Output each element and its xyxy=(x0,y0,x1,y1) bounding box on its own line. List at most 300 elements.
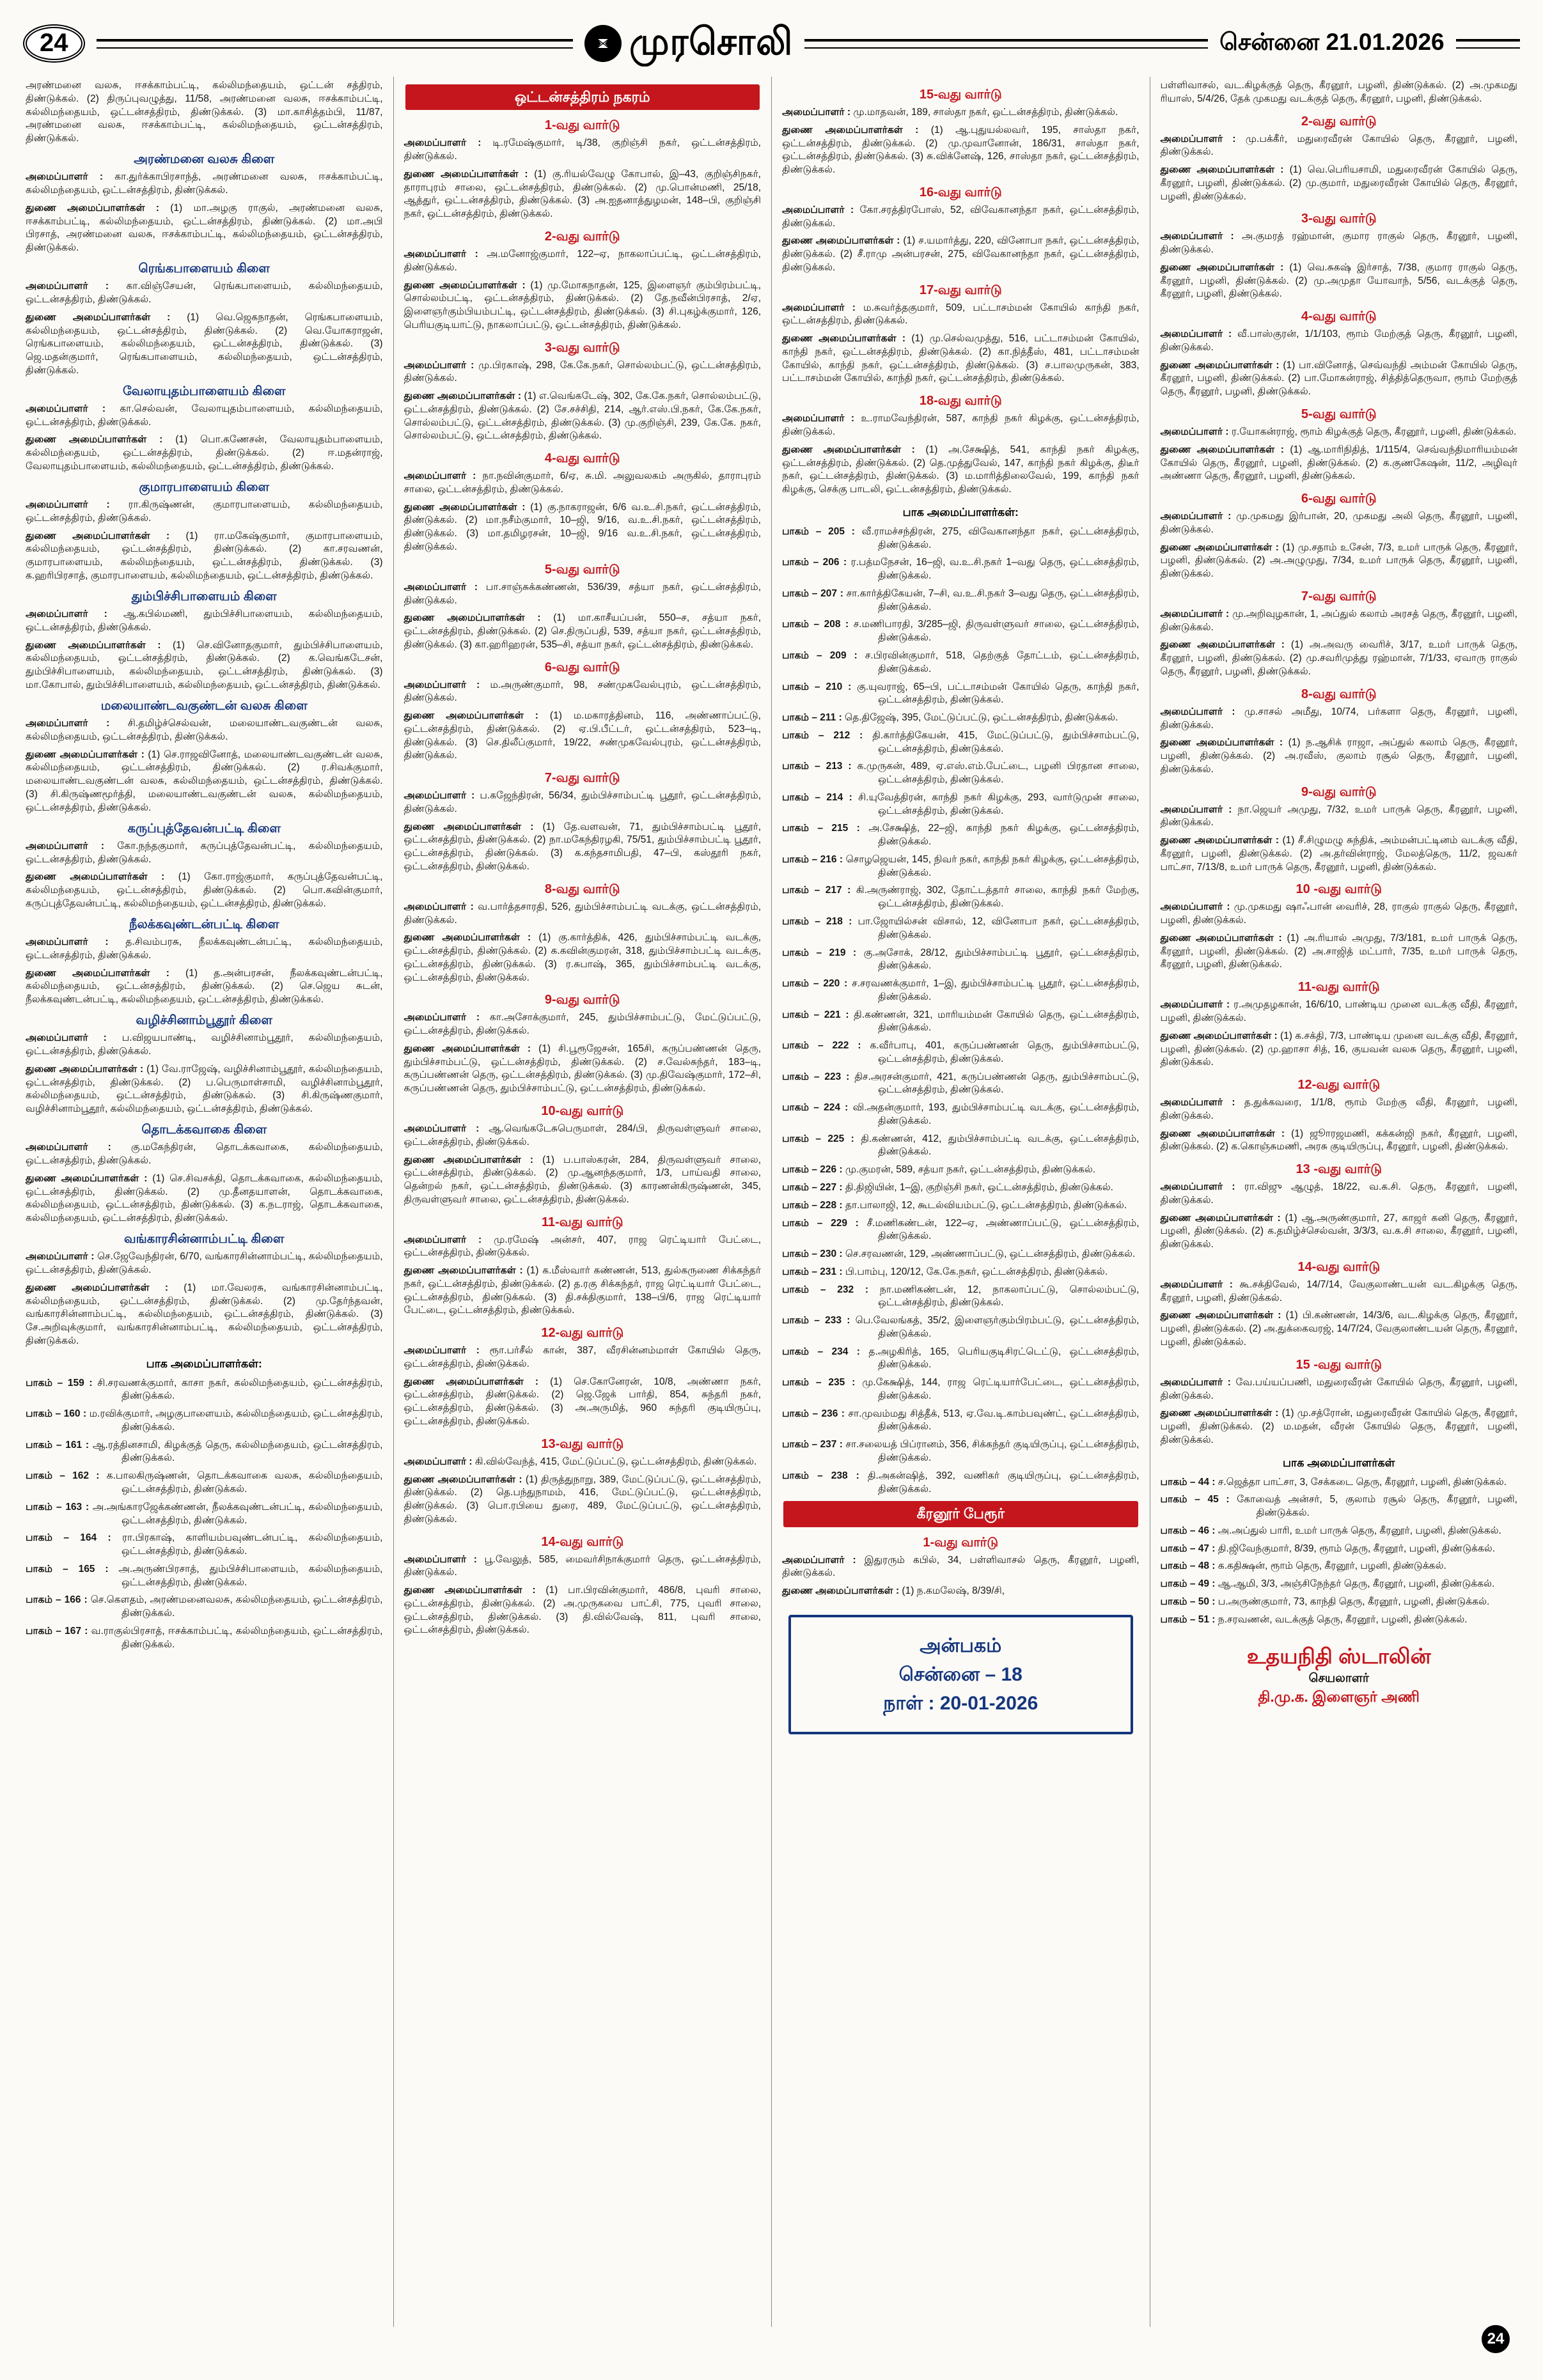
division-list-item xyxy=(26,1532,383,1559)
paragraph-lead: துணை அமைப்பாளர்கள் : xyxy=(403,612,541,624)
masthead-rule-left xyxy=(97,39,574,49)
division-text: ந.சரவணன், வடக்குத் தெரு, கீரனூர், பழனி, திண்டுக்கல். xyxy=(1218,1614,1468,1625)
ward-heading: 13 -வது வார்டு xyxy=(1296,1162,1382,1177)
body-paragraph xyxy=(1161,1376,1518,1403)
paragraph-lead: அமைப்பாளர் : xyxy=(1160,608,1230,619)
paragraph-lead: அமைப்பாளர் : xyxy=(403,901,474,912)
division-text: சி.சரவணக்குமார், காசா நகர், கல்லிமந்தையம், ஒட்டன்சத்திரம், திண்டுக்கல். xyxy=(97,1377,383,1402)
paragraph-lead: அமைப்பாளர் : xyxy=(403,1012,480,1023)
division-list xyxy=(782,525,1140,1496)
body-paragraph xyxy=(404,679,762,706)
division-text: ரா.பிரகாஷ், காளியம்பவுண்டன்பட்டி, கல்லிமந்தையம், ஒட்டன்சத்திரம், திண்டுக்கல். xyxy=(121,1532,383,1557)
division-number: பாகம் – 223 : xyxy=(782,1071,850,1082)
paragraph-lead: அமைப்பாளர் : xyxy=(1160,901,1230,913)
division-text: தா.பாலாஜி, 12, கூடல்வியம்பட்டு, ஒட்டன்சத்திரம், திண்டுக்கல். xyxy=(845,1199,1127,1211)
paragraph-lead: அமைப்பாளர் : xyxy=(1160,1376,1231,1388)
division-list-item xyxy=(1161,1578,1518,1591)
paragraph-text: (1) மு.செல்வமுத்து, 516, பட்டாசம்மன் கோயில், காந்தி நகர், ஒட்டன்சத்திரம், திண்டுக்கல். (2) கா.நித்தீஸ், 481, பட்டாசம்மன் கோயில், காந்தி நகர், ஒட்டன்சத்திரம், திண்டுக்கல். (3) ச.பாலமுருகன், 383, பட்டாசம்மன் கோயில், காந்தி நகர், ஒட்டன்சத்திரம், திண்டுக்கல். xyxy=(782,333,1140,384)
division-number: பாகம் – 230 : xyxy=(782,1248,843,1260)
division-list-item xyxy=(26,1408,383,1435)
bottom-page-number: 24 xyxy=(1482,2325,1510,2353)
division-text: செ.சரவணன், 129, அண்ணாப்பட்டு, ஒட்டன்சத்திரம், திண்டுக்கல். xyxy=(845,1248,1136,1260)
paragraph-text: கா.அசோக்குமார், 245, தும்பிச்சாம்பட்டு, மேட்டுப்பட்டு, ஒட்டன்சத்திரம், திண்டுக்கல். xyxy=(403,1012,761,1037)
paragraph-lead: துணை அமைப்பாளர்கள் : xyxy=(782,235,900,247)
anbagam-box-line: நாள் : 20-01-2026 xyxy=(883,1693,1038,1714)
body-paragraph xyxy=(404,1234,762,1261)
body-paragraph xyxy=(1161,444,1518,483)
masthead-title: முரசொலி xyxy=(629,19,794,62)
paragraph-lead: அமைப்பாளர் : xyxy=(403,248,478,260)
paragraph-text: (1) சி.பூரூஜேசன், 165சி, கருப்பண்ணன் தெரு, தும்பிச்சாம்பட்டு, ஒட்டன்சத்திரம், திண்டுக்கல். (2) ச.வேல்சுந்தர், 183–டி, கருப்பண்ணன் தெரு, ஒட்டன்சத்திரம், திண்டுக்கல். (3) மு.திவேஷ்குமார், 172–சி, கருப்பண்ணன் தெரு, தும்பிச்சாம்பட்டு, ஒட்டன்சத்திரம், திண்டுக்கல். xyxy=(403,1043,761,1094)
body-paragraph xyxy=(26,171,383,198)
paragraph-text: மு.மாதவன், 189, சாஸ்தா நகர், ஒட்டன்சத்திரம், திண்டுக்கல். xyxy=(850,107,1118,118)
division-list-item xyxy=(782,1101,1140,1128)
body-paragraph xyxy=(404,1123,762,1149)
body-paragraph xyxy=(1161,1309,1518,1349)
paragraph-text: ப.விஜயபாண்டி, வழிச்சினாம்பூதூர், கல்லிமந்தையம், ஒட்டன்சத்திரம், திண்டுக்கல். xyxy=(26,1032,383,1057)
branch-heading: தொடக்கவாகை கிளை xyxy=(141,1122,267,1137)
paragraph-text: (1) மு.சதாம் உசேன், 7/3, உமர் பாருக் தெரு, கீரனூர், பழனி, திண்டுக்கல். (2) அ.அழுமுது, 7/34, உமர் பாருக் தெரு, கீரனூர், பழனி, திண்டுக்கல். xyxy=(1160,541,1518,580)
division-number: பாகம் – 217 : xyxy=(782,885,851,896)
paragraph-text: ப.கஜேந்திரன், 56/34, தும்பிச்சாம்பட்டி பூதூர், ஒட்டன்சத்திரம், திண்டுக்கல். xyxy=(403,790,761,814)
ward-heading: 14-வது வார்டு xyxy=(1297,1259,1381,1274)
ward-heading: 12-வது வார்டு xyxy=(541,1326,624,1341)
body-paragraph xyxy=(404,168,762,221)
paragraph-lead: துணை அமைப்பாளர்கள் : xyxy=(1160,359,1280,371)
ward-heading: 14-வது வார்டு xyxy=(541,1534,624,1549)
paragraph-lead: துணை அமைப்பாளர்கள் : xyxy=(1160,164,1284,176)
ward-heading: 2-வது வார்டு xyxy=(544,229,620,244)
ward-heading: 4-வது வார்டு xyxy=(1301,309,1377,324)
division-number: பாகம் – 44 : xyxy=(1160,1476,1216,1488)
paragraph-text: டி.ரமேஷ்குமார், டி/38, குறிஞ்சி நகர், ஒட்டன்சத்திரம், திண்டுக்கல். xyxy=(403,137,761,162)
paragraph-lead: துணை அமைப்பாளர்கள் : xyxy=(403,1474,522,1485)
ward-heading: 6-வது வார்டு xyxy=(1301,492,1377,506)
body-paragraph xyxy=(404,248,762,275)
division-text: க.கதிக்ஷன், ரூாம் தெரு, கீரனூர், பழனி, திண்டுக்கல். xyxy=(1218,1560,1446,1572)
paragraph-lead: அமைப்பாளர் : xyxy=(403,137,482,149)
body-paragraph xyxy=(1161,230,1518,257)
division-number: பாகம் – 229 : xyxy=(782,1217,859,1229)
paragraph-lead: துணை அமைப்பாளர்கள் : xyxy=(26,1172,148,1184)
body-paragraph xyxy=(1161,328,1518,355)
paragraph-lead: துணை அமைப்பாளர்கள் : xyxy=(1160,1212,1281,1224)
paragraph-lead: துணை அமைப்பாளர்கள் : xyxy=(1160,737,1283,749)
division-list-item xyxy=(1161,1525,1518,1538)
body-paragraph xyxy=(404,1011,762,1038)
paragraph-text: கா.செல்வன், வேலாயுதம்பாளையம், கல்லிமந்தையம், ஒட்டன்சத்திரம், திண்டுக்கல். xyxy=(26,403,383,428)
division-list-item xyxy=(1161,1614,1518,1627)
body-paragraph xyxy=(26,1032,383,1059)
division-list xyxy=(1161,1476,1518,1627)
paragraph-text: (1) மா.வேலரசு, வங்காரசின்னாம்பட்டி, கல்லிமந்தையம், ஒட்டன்சத்திரம், திண்டுக்கல். (2) மு.தேர்ந்தவன், வங்காரசின்னாம்பட்டி, கல்லிமந்தையம், ஒட்டன்சத்திரம், திண்டுக்கல். (3) சே.அறிவுக்குமார், வங்காரசின்னாம்பட்டி, கல்லிமந்தையம், ஒட்டன்சத்திரம், திண்டுக்கல். xyxy=(26,1282,383,1346)
division-organizers-title: பாக அமைப்பாளர்கள்: xyxy=(146,1357,262,1370)
ward-heading: 3-வது வார்டு xyxy=(544,340,620,355)
division-text: கு.அசோக், 28/12, தும்பிச்சாம்பட்டி பூதூர், ஒட்டன்சத்திரம், திண்டுக்கல். xyxy=(863,947,1140,972)
body-paragraph xyxy=(782,302,1140,329)
ward-heading: 8-வது வார்டு xyxy=(544,882,620,896)
division-number: பாகம் – 208 : xyxy=(782,619,849,630)
paragraph-text: (1) ம.மகாரத்தினம், 116, அண்ணாப்பட்டு, ஒட்டன்சத்திரம், திண்டுக்கல். (2) ஏ.பி.பீட்டர், ஒட்டன்சத்திரம், 523–டி, திண்டுக்கல். (3) செ.திலீப்குமார், 19/22, சண்முகவேல்புரம், ஒட்டன்சத்திரம், திண்டுக்கல். xyxy=(403,710,761,761)
paragraph-text: அ.மனோஜ்குமார், 122–ஏ, நாகலாப்பட்டி, ஒட்டன்சத்திரம், திண்டுக்கல். xyxy=(403,248,761,273)
body-paragraph xyxy=(1161,1096,1518,1123)
division-text: சா.கார்த்திகேயன், 7–சி, வ.உ.சி.நகர் 3–வது தெரு, ஒட்டன்சத்திரம், திண்டுக்கல். xyxy=(846,587,1140,612)
paragraph-text: (1) த.அன்பரசன், நீலக்கவுண்டன்பட்டி, கல்லிமந்தையம், ஒட்டன்சத்திரம், திண்டுக்கல். (2) செ.ஜெய சுடன், நீலக்கவுண்டன்பட்டி, கல்லிமந்தையம், ஒட்டன்சத்திரம், திண்டுக்கல். xyxy=(26,967,383,1006)
body-paragraph xyxy=(782,1554,1140,1581)
body-paragraph xyxy=(404,931,762,984)
paragraph-text: (1) பொ.கணேசன், வேலாயுதம்பாளையம், கல்லிமந்தையம், ஒட்டன்சத்திரம், திண்டுக்கல். (2) ஈ.மதன்ராஜ், வேலாயுதம்பாளையம், கல்லிமந்தையம், ஒட்டன்சத்திரம், திண்டுக்கல். xyxy=(26,434,383,472)
branch-heading: ரெங்கபாளையம் கிளை xyxy=(138,261,270,276)
body-paragraph xyxy=(404,789,762,816)
division-text: ச.மணிபாரதி, 3/285–ஜி, திருவள்ளுவர் சாலை, ஒட்டன்சத்திரம், திண்டுக்கல். xyxy=(853,619,1140,644)
branch-heading: நீலக்கவுண்டன்பட்டி கிளை xyxy=(129,917,279,931)
paragraph-text: (1) க.மீஸ்வார் கண்ணன், 513, துல்கருணை சிக்கந்தர் நகர், ஒட்டன்சத்திரம், திண்டுக்கல். (2) த.ரகு சிக்கந்தர், ராஜ ரெட்டியார் பேட்டை, ஒட்டன்சத்திரம், திண்டுக்கல். (3) தி.சக்திகுமார், 138–பி/6, ராஜ ரெட்டியார் பேட்டை, ஒட்டன்சத்திரம், திண்டுக்கல். xyxy=(403,1265,762,1316)
masthead-rule-right xyxy=(1456,39,1520,49)
division-number: பாகம் – 162 : xyxy=(26,1470,100,1482)
division-text: க.வீர்பாபு, 401, கருப்பண்ணன் தெரு, தும்பிச்சாம்பட்டு, ஒட்டன்சத்திரம், திண்டுக்கல். xyxy=(870,1040,1140,1064)
paragraph-text: பா.சாஞ்சுக்கண்ணன், 536/39, சத்யா நகர், ஒட்டன்சத்திரம், திண்டுக்கல். xyxy=(403,581,761,606)
body-paragraph xyxy=(1161,1128,1518,1155)
anbagam-box-line: அன்பகம் xyxy=(920,1635,1002,1656)
paragraph-lead: அமைப்பாளர் : xyxy=(403,471,476,482)
paragraph-lead: துணை அமைப்பாளர்கள் : xyxy=(26,749,145,760)
column-1 xyxy=(23,77,393,2327)
paragraph-lead: துணை அமைப்பாளர்கள் : xyxy=(403,710,538,722)
paragraph-lead: அமைப்பாளர் : xyxy=(403,359,474,371)
paragraph-lead: அமைப்பாளர் : xyxy=(26,937,109,948)
division-number: பாகம் – 164 : xyxy=(26,1532,111,1544)
paragraph-text: கா.துர்க்காபிரசாந்த், அரண்மனை வலசு, ஈசக்காம்பட்டி, கல்லிமந்தையம், ஒட்டன்சத்திரம், திண்டுக்கல். xyxy=(26,171,383,196)
division-list-item xyxy=(782,556,1140,583)
paragraph-lead: அமைப்பாளர் : xyxy=(782,1554,856,1566)
body-paragraph xyxy=(1161,1030,1518,1069)
paragraph-lead: துணை அமைப்பாளர்கள் : xyxy=(1160,1310,1281,1321)
division-list-item xyxy=(782,1133,1140,1160)
division-text: ம.ரவிக்குமார், அழகுபாளையம், கல்லிமந்தையம், ஒட்டன்சத்திரம், திண்டுக்கல். xyxy=(89,1408,383,1433)
division-list-item xyxy=(782,1438,1140,1465)
body-paragraph xyxy=(1161,1279,1518,1305)
body-paragraph xyxy=(404,1584,762,1637)
division-list-item xyxy=(1161,1493,1518,1520)
division-list-item xyxy=(782,884,1140,911)
division-list-item xyxy=(782,947,1140,974)
division-text: பா.ஜோயில்சன் விசால், 12, வினோபா நகர், ஒட்டன்சத்திரம், திண்டுக்கல். xyxy=(858,915,1140,940)
body-paragraph xyxy=(1161,706,1518,733)
division-list-item xyxy=(782,525,1140,552)
paragraph-lead: அமைப்பாளர் : xyxy=(26,403,106,414)
division-number: பாகம் – 206 : xyxy=(782,557,847,568)
ward-heading: 7-வது வார்டு xyxy=(544,771,620,786)
ward-heading: 5-வது வார்டு xyxy=(1301,407,1377,422)
branch-heading: வங்காரசின்னாம்பட்டி கிளை xyxy=(124,1231,285,1246)
paragraph-lead: துணை அமைப்பாளர்கள் : xyxy=(403,821,534,832)
body-paragraph xyxy=(404,612,762,651)
division-text: மு.குமரன், 589, சத்யா நகர், ஒட்டன்சத்திரம், திண்டுக்கல். xyxy=(845,1164,1096,1176)
ward-heading: 10 -வது வார்டு xyxy=(1296,882,1382,897)
body-paragraph xyxy=(1161,639,1518,678)
paragraph-text: கு.மகேந்திரன், தொடக்கவாகை, கல்லிமந்தையம், ஒட்டன்சத்திரம், திண்டுக்கல். xyxy=(26,1142,383,1167)
body-paragraph xyxy=(404,279,762,332)
paragraph-text: (1) செ.கோனேரன், 10/8, அண்ணா நகர், ஒட்டன்சத்திரம், திண்டுக்கல். (2) ஜெ.ஜேக் பார்தி, 854, சுந்தரி நகர், ஒட்டன்சத்திரம், திண்டுக்கல். (3) அ.அருமித், 960 சுந்தரி குடியிருப்பு, ஒட்டன்சத்திரம், திண்டுக்கல். xyxy=(403,1376,761,1427)
body-paragraph xyxy=(1161,834,1518,874)
division-number: பாகம் – 216 : xyxy=(782,853,843,865)
body-paragraph xyxy=(404,137,762,164)
division-number: பாகம் – 51 : xyxy=(1160,1614,1216,1625)
body-paragraph xyxy=(404,1456,762,1469)
division-text: த.அழகிரித், 165, பெரியகுடிசிரட்டெட்டு, ஒட்டன்சத்திரம், திண்டுக்கல். xyxy=(868,1346,1140,1371)
paragraph-text: ம.அருண்குமார், 98, சண்முகவேல்புரம், ஒட்டன்சத்திரம், திண்டுக்கல். xyxy=(403,679,761,704)
paragraph-text: வ.பார்த்தசாரதி, 526, தும்பிச்சாம்பட்டி வடக்கு, ஒட்டன்சத்திரம், திண்டுக்கல். xyxy=(403,901,761,926)
body-paragraph xyxy=(26,840,383,867)
division-list-item xyxy=(782,1009,1140,1036)
division-number: பாகம் – 50 : xyxy=(1160,1596,1216,1607)
division-list-item xyxy=(782,1071,1140,1098)
paragraph-lead: துணை அமைப்பாளர்கள் : xyxy=(403,279,526,291)
body-paragraph xyxy=(782,332,1140,385)
body-paragraph xyxy=(404,710,762,763)
body-paragraph xyxy=(1161,932,1518,972)
division-text: ஆ.ஆமி, 3/3, அஞ்சிநேந்தர் தெரு, கீரனூர், பழனி, திண்டுக்கல். xyxy=(1218,1578,1495,1590)
division-list-item xyxy=(1161,1543,1518,1556)
division-list-item xyxy=(782,1408,1140,1435)
paragraph-lead: துணை அமைப்பாளர்கள் : xyxy=(26,1063,144,1075)
division-text: சீ.மணிகண்டன், 122–ஏ, அண்ணாப்பட்டு, ஒட்டன்சத்திரம், திண்டுக்கல். xyxy=(866,1217,1140,1242)
ward-heading: 11-வது வார்டு xyxy=(1297,980,1380,995)
paragraph-text: (1) அ.சேக்ஷித், 541, காந்தி நகர் கிழக்கு, ஒட்டன்சத்திரம், திண்டுக்கல். (2) தெ.முத்துவேல், 147, காந்தி நகர் கிழக்கு, திடீர் நகர், ஒட்டன்சத்திரம், திண்டுக்கல். (3) ம.மாரித்திலைவேல், 199, காந்தி நகர் கிழக்கு, செக்கு பாடலி, ஒட்டன்சத்திரம், திண்டுக்கல். xyxy=(782,444,1140,495)
paragraph-lead: துணை அமைப்பாளர்கள் : xyxy=(1160,1128,1285,1139)
body-paragraph xyxy=(26,311,383,378)
division-list-item xyxy=(26,1594,383,1621)
division-number: பாகம் – 167 : xyxy=(26,1625,88,1637)
ward-heading: 3-வது வார்டு xyxy=(1301,212,1377,226)
column-3 xyxy=(771,77,1150,2327)
section-banner: கீரனூர் பேரூர் xyxy=(783,1501,1138,1527)
body-paragraph xyxy=(404,1376,762,1429)
division-text: க.முருகன், 489, ஏ.எஸ்.எம்.பேட்டை, பழனி பிரதான சாலை, ஒட்டன்சத்திரம், திண்டுக்கல். xyxy=(857,761,1140,786)
paragraph-text: மு.ரமேஷ் அன்சர், 407, ராஜ ரெட்டியார் பேட்டை, ஒட்டன்சத்திரம், திண்டுக்கல். xyxy=(403,1234,762,1259)
division-text: செ.கௌதம், அரண்மனைவலசு, கல்லிமந்தையம், ஒட்டன்சத்திரம், திண்டுக்கல். xyxy=(90,1594,383,1619)
division-number: பாகம் – 48 : xyxy=(1160,1560,1216,1572)
division-text: வி.அதன்குமார், 193, தும்பிச்சாம்பட்டி வடக்கு, ஒட்டன்சத்திரம், திண்டுக்கல். xyxy=(852,1102,1140,1126)
division-list-item xyxy=(26,1439,383,1466)
division-list-item xyxy=(1161,1560,1518,1573)
paragraph-text: ரூா.பர்சீல் கான், 387, வீரசின்னம்மாள் கோயில் தெரு, ஒட்டன்சத்திரம், திண்டுக்கல். xyxy=(403,1345,761,1369)
body-paragraph xyxy=(782,412,1140,439)
paragraph-text: மு.முகமது ஷாஃபான் வைரிச், 28, ராகுல் ராகுல் தெரு, கீரனூர், பழனி, திண்டுக்கல். xyxy=(1160,901,1517,926)
division-list-item xyxy=(782,822,1140,849)
paragraph-text: (1) ஆ.மாரிநிதித், 1/115/4, செவ்வந்திமாரியம்மன் கோயில் தெரு, கீரனூர், பழனி, திண்டுக்கல். (2) க.குணகேஷன், 11/2, அழிவுர் அண்ணா தெரு, கீரனூர், பழனி, திண்டுக்கல். xyxy=(1160,444,1517,482)
paragraph-text: பூ.வேலுத், 585, மைவர்சிநாக்குமார் தெரு, ஒட்டன்சத்திரம், திண்டுக்கல். xyxy=(403,1553,761,1578)
division-organizers-title: பாக அமைப்பாளர்கள் xyxy=(1283,1456,1395,1469)
division-number: பாகம் – 210 : xyxy=(782,681,852,692)
paragraph-lead: துணை அமைப்பாளர்கள் : xyxy=(403,1376,539,1387)
paragraph-text: (1) பா.பிரவின்குமார், 486/8, புவரி சாலை, ஒட்டன்சத்திரம், திண்டுக்கல். (2) அ.முருகவை பாட்சி, 775, புவரி சாலை, ஒட்டன்சத்திரம், திண்டுக்கல். (3) தி.வில்வேஷ், 811, புவரி சாலை, ஒட்டன்சத்திரம், திண்டுக்கல். xyxy=(403,1585,762,1636)
division-number: பாகம் – 227 : xyxy=(782,1182,843,1193)
division-list-item xyxy=(782,1163,1140,1177)
ward-heading: 16-வது வார்டு xyxy=(919,185,1002,199)
division-number: பாகம் – 236 : xyxy=(782,1408,845,1419)
paragraph-lead: துணை அமைப்பாளர்கள் : xyxy=(403,391,521,402)
column-2 xyxy=(393,77,772,2327)
division-number: பாகம் – 166 : xyxy=(26,1594,88,1606)
division-text: அ.அங்காரஜேக்கண்ணன், நீலக்கவுண்டன்பட்டி, கல்லிமந்தையம், ஒட்டன்சத்திரம், திண்டுக்கல். xyxy=(93,1501,383,1526)
paragraph-lead: துணை அமைப்பாளர்கள் : xyxy=(1160,261,1284,273)
paragraph-text: கோ.நந்தகுமார், கருப்புத்தேவன்பட்டி, கல்லிமந்தையம், ஒட்டன்சத்திரம், திண்டுக்கல். xyxy=(26,840,383,865)
paragraph-text: ர.யோகன்ராஜ், ரூாம் கிழக்குத் தெரு, கீரனூர், பழனி, திண்டுக்கல். xyxy=(1228,426,1517,438)
signature-block xyxy=(1163,1643,1516,1707)
body-paragraph xyxy=(26,936,383,963)
paragraph-lead: அமைப்பாளர் : xyxy=(403,679,480,690)
body-paragraph xyxy=(1161,133,1518,160)
paragraph-text: நா.நவின்குமார், 6/ஏ, சு.மி. அலுவலகம் அருகில், தாராபுரம் சாலை, ஒட்டன்சத்திரம், திண்டுக்கல். xyxy=(403,471,761,495)
paragraph-text: (1) சீ.சிழுமழு சுந்திக், அம்மன்பட்டினம் வடக்கு வீதி, கீரனூர், பழனி, திண்டுக்கல். (2) அ.தர்வின்ராஜ், மேலத்தெரு, 11/2, ஜவகர் பாட்சா, 7/13/8, உமர் பாருக் தெரு, கீரனூர், பழனி, திண்டுக்கல். xyxy=(1160,835,1518,873)
division-number: பாகம் – 211 : xyxy=(782,712,842,724)
ward-heading: 5-வது வார்டு xyxy=(544,562,620,577)
masthead xyxy=(23,19,1520,68)
ward-heading: 8-வது வார்டு xyxy=(1301,687,1377,701)
division-text: தி.ஜிவேந்குமார், 8/39, ரூாம் தெரு, கீரனூர், பழனி, திண்டுக்கல். xyxy=(1218,1543,1496,1554)
branch-heading: குமாரபாளையம் கிளை xyxy=(139,479,270,494)
paragraph-lead: துணை அமைப்பாளர்கள் : xyxy=(403,168,528,180)
division-text: அ.சேக்ஷித், 22–ஜி, காந்தி நகர் கிழக்கு, ஒட்டன்சத்திரம், திண்டுக்கல். xyxy=(868,823,1140,848)
paragraph-text: (1) ந.ஆசிக் ராஜா, அப்துல் கலாம் தெரு, கீரனூர், பழனி, திண்டுக்கல். (2) அ.ரவீஸ், குலாம் ரசூல் தெரு, கீரனூர், பழனி, திண்டுக்கல். xyxy=(1160,737,1518,775)
division-list-item xyxy=(782,915,1140,942)
paragraph-text: (1) ஜூாரஜமணி, கக்கன்ஜி நகர், கீரனூர், பழனி, திண்டுக்கல். (2) க.கொஞ்சுமணி, அரசு குடியிருப்பு, கீரனூர், பழனி, திண்டுக்கல். xyxy=(1160,1128,1518,1153)
body-paragraph xyxy=(782,1585,1140,1598)
division-list-item xyxy=(782,681,1140,708)
body-paragraph xyxy=(26,608,383,635)
ward-heading: 18-வது வார்டு xyxy=(919,394,1002,408)
division-number: பாகம் – 233 : xyxy=(782,1315,850,1326)
body-paragraph xyxy=(26,280,383,307)
paragraph-text: (1) செ.வினோதகுமார், தும்பிச்சிபாளையம், கல்லிமந்தையம், ஒட்டன்சத்திரம், திண்டுக்கல். (2) க.வெங்கடேசன், தும்பிச்சிபாளையம், கல்லிமந்தையம், ஒட்டன்சத்திரம், திண்டுக்கல். (3) மா.கோபால், தும்பிச்சிபாளையம், கல்லிமந்தையம், ஒட்டன்சத்திரம், திண்டுக்கல். xyxy=(26,639,383,690)
ward-heading: 1-வது வார்டு xyxy=(923,1535,999,1550)
ward-heading: 11-வது வார்டு xyxy=(541,1215,623,1229)
paragraph-text: (1) திருத்துநாறு, 389, மேட்டுப்பட்டு, ஒட்டன்சத்திரம், திண்டுக்கல். (2) தெ.பந்துநாமம், 416, மேட்டுப்பட்டு, ஒட்டன்சத்திரம், திண்டுக்கல். (3) பொ.ரபியை துரை, 489, மேட்டுப்பட்டு, ஒட்டன்சத்திரம், திண்டுக்கல். xyxy=(403,1474,761,1525)
paragraph-text: (1) மா.காசீயப்பன், 550–ச, சத்யா நகர், ஒட்டன்சத்திரம், திண்டுக்கல். (2) செ.திருப்பதி, 539, சத்யா நகர், ஒட்டன்சத்திரம், திண்டுக்கல். (3) கா.ஹரிஹரன், 535–சி, சத்யா நகர், ஒட்டன்சத்திரம், திண்டுக்கல். xyxy=(403,612,761,650)
paragraph-text: (1) அ.ரியால் அமுது, 7/3/181, உமர் பாருக் தெரு, கீரனூர், பழனி, திண்டுக்கல். (2) அ.சாஜித் மட்பார், 7/35, உமர் பாருக் தெரு, கீரனூர், பழனி, திண்டுக்கல். xyxy=(1160,932,1517,970)
paragraph-lead: அமைப்பாளர் : xyxy=(26,281,109,292)
division-text: வ.ராகுல்பிரசாத், ஈசக்காம்பட்டி, கல்லிமந்தையம், ஒட்டன்சத்திரம், திண்டுக்கல். xyxy=(91,1625,383,1650)
paragraph-lead: அமைப்பாளர் : xyxy=(403,1345,480,1357)
division-list-item xyxy=(26,1470,383,1497)
edition-date: சென்னை 21.01.2026 xyxy=(1219,28,1445,55)
paragraph-text: நா.ஜெயர் அமுது, 7/32, உமர் பாருக் தெரு, கீரனூர், பழனி, திண்டுக்கல். xyxy=(1160,804,1517,828)
ward-heading: 15 -வது வார்டு xyxy=(1296,1357,1382,1372)
division-list-item xyxy=(782,1266,1140,1279)
signature-role: செயலாளர் xyxy=(1308,1671,1369,1685)
paragraph-lead: அமைப்பாளர் : xyxy=(26,718,110,729)
division-text: சொழஜெயன், 145, நிவர் நகர், காந்தி நகர் கிழக்கு, ஒட்டன்சத்திரம், திண்டுக்கல். xyxy=(845,853,1140,878)
body-paragraph xyxy=(782,124,1140,177)
paragraph-lead: அமைப்பாளர் : xyxy=(782,204,854,215)
division-number: பாகம் – 161 : xyxy=(26,1439,90,1451)
division-number: பாகம் – 209 : xyxy=(782,649,858,661)
division-text: கோவைத் அன்சர், 5, குலாம் ரசூல் தெரு, கீரனூர், பழனி, திண்டுக்கல். xyxy=(1237,1494,1517,1519)
paragraph-text: ரா.விஜு ஆழுத், 18/22, வ.க.சி. தெரு, கீரனூர், பழனி, திண்டுக்கல். xyxy=(1160,1181,1517,1206)
division-list-item xyxy=(782,649,1140,676)
division-list-item xyxy=(782,1199,1140,1213)
body-paragraph xyxy=(404,1154,762,1207)
paragraph-lead: அமைப்பாளர் : xyxy=(1160,1181,1235,1193)
body-paragraph xyxy=(1161,261,1518,301)
paragraph-text: (1) க.சக்தி, 7/3, பாண்டிய முனை வடக்கு வீதி, கீரனூர், பழனி, திண்டுக்கல். (2) மு.ஹாசா சித், 16, குயவன் வலசு தெரு, கீரனூர், பழனி, திண்டுக்கல். xyxy=(1160,1030,1518,1068)
body-paragraph xyxy=(1161,1212,1518,1252)
division-list-item xyxy=(782,1470,1140,1497)
body-paragraph xyxy=(1161,359,1518,399)
paragraph-text: (1) மு.சத்ரோன், மதுரைவீரன் கோயில் தெரு, கீரனூர், பழனி, திண்டுக்கல். (2) ம.மதன், வீரன் கோயில் தெரு, கீரனூர், பழனி, திண்டுக்கல். xyxy=(1160,1408,1517,1445)
division-number: பாகம் – 207 : xyxy=(782,587,843,599)
paragraph-lead: துணை அமைப்பாளர்கள் : xyxy=(782,124,919,136)
division-number: பாகம் – 46 : xyxy=(1160,1525,1216,1536)
body-paragraph xyxy=(1161,79,1518,106)
paragraph-text: பள்ளிவாசல், வட.கிழக்குத் தெரு, கீரனூர், பழனி, திண்டுக்கல். (2) அ.முகமது ரியாஸ், 5/4/26, தேக் முகமது வடக்குத் தெரு, கீரனூர், பழனி, திண்டுக்கல். xyxy=(1160,80,1517,104)
anbagam-box xyxy=(788,1615,1133,1734)
division-number: பாகம் – 224 : xyxy=(782,1102,849,1114)
paragraph-lead: துணை அமைப்பாளர்கள் : xyxy=(782,444,915,455)
ward-heading: 7-வது வார்டு xyxy=(1301,589,1377,603)
division-number: பாகம் – 221 : xyxy=(782,1009,849,1020)
paragraph-text: (1) வெ.சுகஷ் இர்சாத், 7/38, குமார ராகுல் தெரு, கீரனூர், பழனி, திண்டுக்கல். (2) மு.அமுதா யோவாந், 5/56, வடக்குத் தெரு, கீரனூர், பழனி, திண்டுக்கல். xyxy=(1160,261,1517,300)
division-list-item xyxy=(26,1625,383,1652)
paragraph-lead: அமைப்பாளர் : xyxy=(26,1142,111,1153)
division-organizers-title: பாக அமைப்பாளர்கள்: xyxy=(902,505,1019,518)
body-paragraph xyxy=(404,470,762,497)
branch-heading: கருப்புத்தேவன்பட்டி கிளை xyxy=(127,821,281,836)
paragraph-text: மு.அறிவுழகான், 1, அப்துல் கலாம் அரசத் தெரு, கீரனூர், பழனி, திண்டுக்கல். xyxy=(1160,608,1517,633)
body-paragraph xyxy=(404,901,762,928)
branch-heading: அரண்மனை வலசு கிளை xyxy=(134,152,275,166)
body-paragraph xyxy=(26,530,383,583)
paragraph-text: (1) ஆ.புதுயல்லவர், 195, சாஸ்தா நகர், ஒட்டன்சத்திரம், திண்டுக்கல். (2) மு.முவானோன், 186/31, சாஸ்தா நகர், ஒட்டன்சத்திரம், திண்டுக்கல். (3) சு.விக்னேஷ், 126, சாஸ்தா நகர், ஒட்டன்சத்திரம், திண்டுக்கல். xyxy=(782,124,1140,176)
paragraph-text: ர.அமுதழகான், 16/6/10, பாண்டிய முனை வடக்கு வீதி, கீரனூர், பழனி, திண்டுக்கல். xyxy=(1160,999,1517,1023)
paragraph-lead: துணை அமைப்பாளர்கள் : xyxy=(1160,541,1279,553)
paragraph-text: (1) கு.ரியல்வேழு கோபால், இ–43, குறிஞ்சிநகர், தாராபுரம் சாலை, ஒட்டன்சத்திரம், திண்டுக்கல். (2) மு.பொன்மணி, 25/18, ஆத்துர், ஒட்டன்சத்திரம், திண்டுக்கல். (3) அ.ஐதனாத்துழமன், 148–பி, குறிஞ்சி நகர், ஒட்டன்சத்திரம், திண்டுக்கல். xyxy=(403,168,761,220)
division-text: க.பாலகிருஷ்ணன், தொடக்கவாகை வலசு, கல்லிமந்தையம், ஒட்டன்சத்திரம், திண்டுக்கல். xyxy=(106,1470,383,1495)
body-paragraph xyxy=(404,1043,762,1096)
body-paragraph xyxy=(404,1264,762,1318)
paragraph-lead: அமைப்பாளர் : xyxy=(26,609,107,620)
division-number: பாகம் – 237 : xyxy=(782,1439,843,1451)
division-text: சா.முவம்மது சித்தீக், 513, ஏ.வே.டி.காம்பவுண்ட், ஒட்டன்சத்திரம், திண்டுக்கல். xyxy=(848,1408,1140,1433)
body-paragraph xyxy=(1161,804,1518,830)
ward-heading: 13-வது வார்டு xyxy=(541,1436,624,1451)
division-list-item xyxy=(1161,1476,1518,1489)
paragraph-lead: அமைப்பாளர் : xyxy=(1160,706,1235,717)
ward-heading: 15-வது வார்டு xyxy=(919,88,1002,102)
paragraph-text: (1) ப.பாஸ்கரன், 284, திருவள்ளுவர் சாலை, ஒட்டன்சத்திரம், திண்டுக்கல். (2) மு.ஆனந்தகுமார், 1/3, பாய்வதி சாலை, தென்றல் நகர், ஒட்டன்சத்திரம், திண்டுக்கல். (3) காரணன்கிருஷ்ணன், 345, திருவள்ளுவர் சாலை, ஒட்டன்சத்திரம், திண்டுக்கல். xyxy=(403,1154,762,1205)
article-columns xyxy=(23,77,1520,2327)
paragraph-text: கோ.சரத்திரபோஸ், 52, விவேகானந்தா நகர், ஒட்டன்சத்திரம், திண்டுக்கல். xyxy=(782,204,1140,229)
body-paragraph xyxy=(1161,608,1518,635)
division-text: தி.அகன்ஷித், 392, வணிகர் குடியிருப்பு, ஒட்டன்சத்திரம், திண்டுக்கல். xyxy=(867,1470,1140,1495)
division-number: பாகம் – 234 : xyxy=(782,1346,860,1357)
division-number: பாகம் – 225 : xyxy=(782,1133,854,1144)
branch-heading: வேலாயுதம்பாளையம் கிளை xyxy=(122,384,286,398)
body-paragraph xyxy=(26,403,383,430)
paragraph-lead: துணை அமைப்பாளர்கள் : xyxy=(782,333,906,345)
paragraph-text: கா.விஞ்சேயன், ரெங்கபாளையம், கல்லிமந்தையம், ஒட்டன்சத்திரம், திண்டுக்கல். xyxy=(26,281,383,305)
division-list-item xyxy=(782,1314,1140,1341)
paragraph-text: (1) கோ.ராஜ்குமார், கருப்புத்தேவன்பட்டி, கல்லிமந்தையம், ஒட்டன்சத்திரம், திண்டுக்கல். (2) பொ.கவின்குமார், கருப்புத்தேவன்பட்டி, கல்லிமந்தையம், ஒட்டன்சத்திரம், திண்டுக்கல். xyxy=(26,871,383,909)
paragraph-text: த.சிவம்பரசு, நீலக்கவுண்டன்பட்டி, கல்லிமந்தையம், ஒட்டன்சத்திரம், திண்டுக்கல். xyxy=(26,937,383,961)
ward-heading: 17-வது வார்டு xyxy=(919,283,1002,297)
paragraph-text: அரண்மனை வலசு, ஈசக்காம்பட்டி, கல்லிமந்தையம், ஒட்டன் சத்திரம், திண்டுக்கல். (2) திருப்புவழுத்து, 11/58, அரண்மனை வலசு, ஈசக்காம்பட்டி, கல்லிமந்தையம், ஒட்டன்சத்திரம், திண்டுக்கல். (3) மா.காசித்தம்பி, 11/87, அரண்மனை வலசு, ஈசக்காம்பட்டி, கல்லிமந்தையம், ஒட்டன்சத்திரம், திண்டுக்கல். xyxy=(26,80,383,144)
paragraph-lead: அமைப்பாளர் : xyxy=(1160,1279,1233,1290)
paragraph-text: ரா.கிருஷ்ணன், குமாரபாளையம், கல்லிமந்தையம், ஒட்டன்சத்திரம், திண்டுக்கல். xyxy=(26,499,383,524)
paragraph-lead: துணை அமைப்பாளர்கள் : xyxy=(403,501,526,513)
division-list-item xyxy=(782,1346,1140,1373)
